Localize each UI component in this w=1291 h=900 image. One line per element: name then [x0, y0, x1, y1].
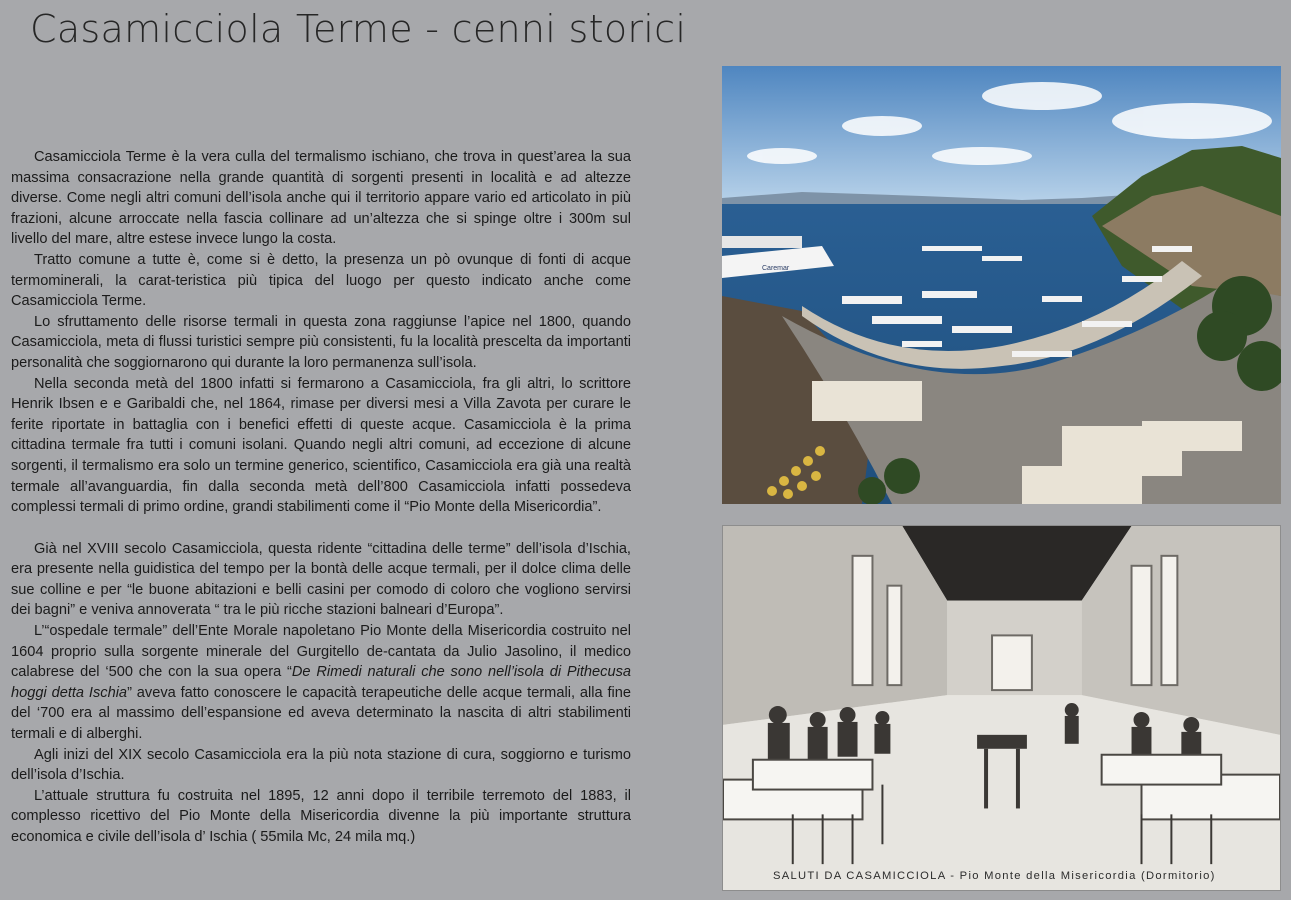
- paragraph-sfruttamento: Lo sfruttamento delle risorse termali in questa zona raggiunse l’apice nel 1800, quando Casamicciola, meta di flussi turistici sempre più consistenti, fu la località prescelta da importanti personalità che soggiornarono qui durante la loro permanenza sull’isola.: [11, 313, 631, 371]
- ospedale-text-end: ” aveva fatto conoscere le capacità terapeutiche delle acque termali, alla fine del ‘700 era al massimo dell’espansione ed aveva determinato la nascita di altri stabilimenti termali e di alberghi.: [11, 684, 632, 743]
- page-title: Casamicciola Terme - cenni storici: [30, 7, 687, 51]
- ferry-text: Caremar: [762, 265, 790, 272]
- paragraph-fonti: Tratto comune a tutte è, come si è detto, la presenza un pò ovunque di fonti di acque termominerali, la carat-teristica più tipica del luogo per questo indicato anche come Casamicciola Terme.: [11, 251, 631, 310]
- paragraph-ottocento-inizi: Agli inizi del XIX secolo Casamicciola era la più nota stazione di cura, soggiorno e turismo dell’isola d’Ischia.: [11, 746, 631, 784]
- paragraph-ottocento: Nella seconda metà del 1800 infatti si fermarono a Casamicciola, fra gli altri, lo scrittore Henrik Ibsen e e Garibaldi che, nel 1864, rimase per diversi mesi a Villa Zavota per curare le ferite riportate in battaglia con i benefici effetti di queste acque. Casamicciola è la prima cittadina termale fra tutti i comuni isolani. Quando negli altri comuni, ad eccezione di alcune sorgenti, il termalismo era solo un termine generico, scientifico, Casamicciola era già una realtà termale all’avanguardia, fin dalla seconda metà dell’800 Casamicciola infatti possedeva complessi termali di primo ordine, grandi stabilimenti come il “Pio Monte della Misericordia”.: [11, 375, 631, 516]
- dormitory-illustration: [723, 526, 1280, 890]
- dormitory-photo: [722, 525, 1281, 891]
- ospedale-book-title: De Rimedi naturali che sono nell’isola di Pithecusa hoggi detta Ischia: [11, 664, 631, 701]
- paragraph-intro: Casamicciola Terme è la vera culla del termalismo ischiano, che trova in quest’area la sua massima consacrazione nella grande quantità di sorgenti presenti in località e ad altezze diverse. Come negli altri comuni dell’isola anche qui il territorio appare vario ed articolato in più frazioni, alcune arroccate nella fascia collinare ad un’altezza che si spinge oltre i 300m sul livello del mare, altre estese invece lungo la costa.: [11, 149, 631, 248]
- harbor-illustration: [722, 66, 1281, 504]
- harbor-photo: [722, 66, 1281, 504]
- paragraph-ospedale: [11, 621, 631, 745]
- history-text: [11, 147, 631, 848]
- ospedale-text-start: L’“ospedale termale” dell’Ente Morale napoletano Pio Monte della Misericordia costruito nel 1604 proprio sulla sorgente minerale del Gurgitello de-cantata da Julio Jasolino, il medico calabrese del ‘500 che con la sua opera “: [11, 623, 631, 681]
- paragraph-settecento: Già nel XVIII secolo Casamicciola, questa ridente “cittadina delle terme” dell’isola d’Ischia, era presente nella guidistica del tempo per la bontà delle acque termali, per il dolce clima delle sue colline e per “le buone abitazioni e belli casini per comodo di coloro che vogliono servirsi dei bagni” e veniva annoverata “ tra le più ricche stazioni balneari d’Europa”.: [11, 540, 631, 619]
- photo-caption: SALUTI DA CASAMICCIOLA - Pio Monte della Misericordia (Dormitorio): [773, 870, 1216, 882]
- paragraph-struttura: L’attuale struttura fu costruita nel 1895, 12 anni dopo il terribile terremoto del 1883, il complesso ricettivo del Pio Monte della Misericordia divenne la più importante struttura economica e civile dell’isola d’ Ischia ( 55mila Mc, 24 mila mq.): [11, 787, 631, 845]
